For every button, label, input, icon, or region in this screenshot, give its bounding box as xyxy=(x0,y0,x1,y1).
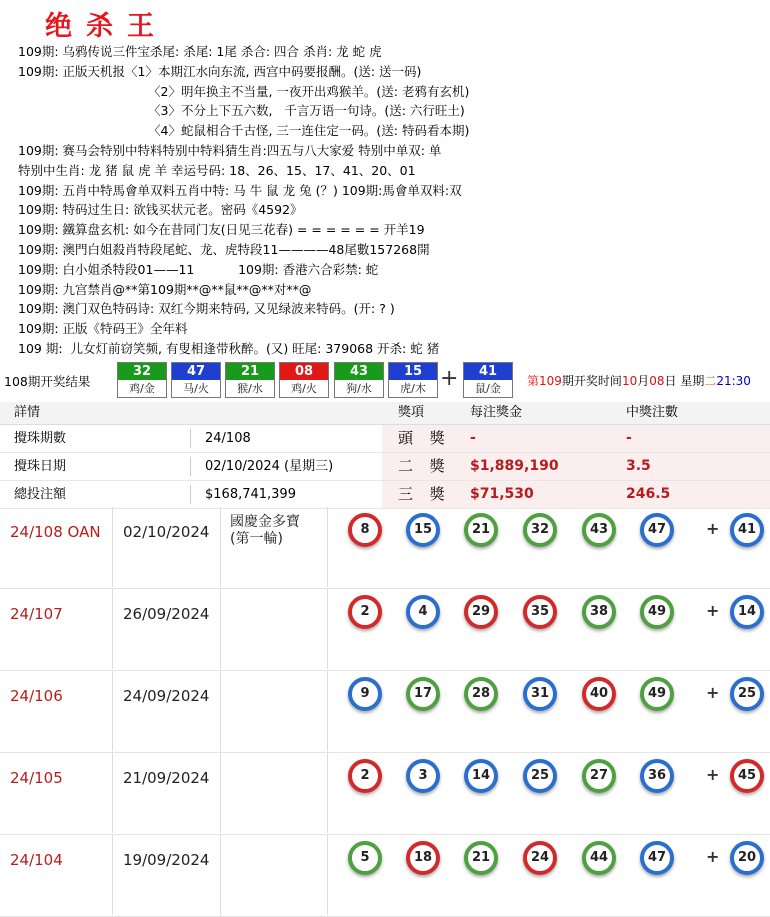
plus-sign: + xyxy=(440,366,459,391)
result-ball xyxy=(463,362,513,398)
result-ball-zodiac: 狗/水 xyxy=(346,382,372,395)
lottery-ball: 43 xyxy=(582,513,616,547)
result-ball-zodiac: 鼠/金 xyxy=(475,382,501,395)
lottery-ball: 9 xyxy=(348,677,382,711)
result-ball-number: 43 xyxy=(335,363,383,380)
extra-ball: 41 xyxy=(730,513,764,547)
result-ball xyxy=(334,362,384,398)
prediction-line: 109期: 正版天机报〈1〉本期江水向东流, 西宫中码要报酬。(送: 送一码) xyxy=(18,63,422,79)
draw-row xyxy=(0,753,770,835)
result-ball-number: 47 xyxy=(172,363,220,380)
info-row xyxy=(0,453,770,481)
prize-amount: - xyxy=(470,430,476,446)
draw-date: 21/09/2024 xyxy=(123,769,210,787)
winner-count: 3.5 xyxy=(626,458,651,474)
lottery-ball: 14 xyxy=(464,759,498,793)
result-bar-label: 108期开奖结果 xyxy=(4,374,91,389)
prize-amount: $1,889,190 xyxy=(470,458,559,474)
info-row xyxy=(0,481,770,509)
lottery-ball: 3 xyxy=(406,759,440,793)
prize-amount: $71,530 xyxy=(470,486,534,502)
result-ball-zodiac: 虎/木 xyxy=(400,382,426,395)
info-value: $168,741,399 xyxy=(205,487,296,502)
prediction-line: 特别中生肖: 龙 猪 鼠 虎 羊 幸运号码: 18、26、15、17、41、20、01 xyxy=(18,162,416,178)
lottery-ball: 27 xyxy=(582,759,616,793)
result-ball-number: 21 xyxy=(226,363,274,380)
lottery-ball: 2 xyxy=(348,759,382,793)
info-key: 總投注額 xyxy=(14,487,67,502)
lottery-ball: 25 xyxy=(523,759,557,793)
prize-tier: 三 獎 xyxy=(398,485,451,503)
result-ball-number: 32 xyxy=(118,363,166,380)
draw-row xyxy=(0,835,770,917)
draw-row xyxy=(0,507,770,589)
result-ball-zodiac: 猴/水 xyxy=(237,382,263,395)
info-key: 攪珠日期 xyxy=(14,459,67,474)
plus-sign: + xyxy=(706,765,720,784)
next-draw-time: 第109期开奖时间10月08日 星期二21:30 xyxy=(527,374,751,388)
plus-sign: + xyxy=(706,847,720,866)
draw-number: 24/108 OAN xyxy=(10,523,101,541)
lottery-ball: 44 xyxy=(582,841,616,875)
page-title: 绝杀王 xyxy=(45,11,168,42)
lottery-ball: 40 xyxy=(582,677,616,711)
extra-ball: 25 xyxy=(730,677,764,711)
lottery-ball: 35 xyxy=(523,595,557,629)
prediction-line: 109期: 五肖中特馬會单双料五肖中特: 马 牛 鼠 龙 兔 (？) 109期:馬會单双料:双 xyxy=(18,182,462,198)
draw-date: 19/09/2024 xyxy=(123,851,210,869)
result-ball-zodiac: 鸡/金 xyxy=(129,382,155,395)
result-ball xyxy=(388,362,438,398)
plus-sign: + xyxy=(706,683,720,702)
prize-tier: 頭 獎 xyxy=(398,429,451,447)
lottery-ball: 2 xyxy=(348,595,382,629)
prediction-line: 109期: 鐵算盘玄机: 如今在昔同门友(日见三花春) = = = = = = 开羊19 xyxy=(18,222,425,238)
lottery-ball: 17 xyxy=(406,677,440,711)
result-ball-zodiac: 鸡/火 xyxy=(291,382,317,395)
info-value: 02/10/2024 (星期三) xyxy=(205,459,334,474)
winner-count: 246.5 xyxy=(626,486,671,502)
result-ball xyxy=(225,362,275,398)
lottery-ball: 28 xyxy=(464,677,498,711)
extra-ball: 14 xyxy=(730,595,764,629)
prize-tier: 二 獎 xyxy=(398,457,451,475)
info-table-header: 詳情 獎項 每注獎金 中獎注數 xyxy=(0,402,770,425)
plus-sign: + xyxy=(706,601,720,620)
draw-date: 24/09/2024 xyxy=(123,687,210,705)
lottery-ball: 24 xyxy=(523,841,557,875)
draw-date: 02/10/2024 xyxy=(123,523,210,541)
prediction-line: 109期: 特码过生日: 欲钱买状元老。密码《4592》 xyxy=(18,202,303,218)
prediction-line: 109期: 白小姐杀特段01——11 109期: 香港六合彩禁: 蛇 xyxy=(18,261,379,277)
lottery-ball: 21 xyxy=(464,513,498,547)
result-ball xyxy=(279,362,329,398)
lottery-ball: 47 xyxy=(640,841,674,875)
extra-ball: 20 xyxy=(730,841,764,875)
lottery-ball: 29 xyxy=(464,595,498,629)
lottery-ball: 49 xyxy=(640,595,674,629)
prediction-line: 109期: 赛马会特别中特料特别中特料猜生肖:四五与八大家爱 特别中单双: 单 xyxy=(18,142,442,158)
draw-results-list xyxy=(0,507,770,917)
draw-row xyxy=(0,589,770,671)
lottery-ball: 32 xyxy=(523,513,557,547)
lottery-ball: 36 xyxy=(640,759,674,793)
draw-info-table xyxy=(0,402,770,507)
info-key: 攪珠期數 xyxy=(14,431,67,446)
result-ball-zodiac: 马/火 xyxy=(183,382,209,395)
info-value: 24/108 xyxy=(205,431,251,446)
result-bar xyxy=(0,360,770,402)
draw-number: 24/106 xyxy=(10,687,63,705)
lottery-ball: 21 xyxy=(464,841,498,875)
lottery-ball: 18 xyxy=(406,841,440,875)
lottery-ball: 38 xyxy=(582,595,616,629)
prediction-line: 〈4〉蛇鼠相合千古怪, 三一连住定一码。(送: 特码看本期) xyxy=(148,123,470,139)
prediction-line: 109期: 九宫禁肖@**第109期**@**鼠**@**对**@ xyxy=(18,281,312,297)
result-ball-number: 15 xyxy=(389,363,437,380)
lottery-ball: 49 xyxy=(640,677,674,711)
extra-ball: 45 xyxy=(730,759,764,793)
result-ball xyxy=(117,362,167,398)
draw-date: 26/09/2024 xyxy=(123,605,210,623)
draw-row xyxy=(0,671,770,753)
draw-number: 24/107 xyxy=(10,605,63,623)
lottery-ball: 4 xyxy=(406,595,440,629)
lottery-ball: 8 xyxy=(348,513,382,547)
prediction-lines xyxy=(18,42,768,359)
draw-number: 24/104 xyxy=(10,851,63,869)
result-ball-number: 08 xyxy=(280,363,328,380)
prediction-line: 〈2〉明年换主不当量, 一夜开出鸡猴羊。(送: 老鸦有玄机) xyxy=(148,83,470,99)
info-row xyxy=(0,425,770,453)
lottery-ball: 31 xyxy=(523,677,557,711)
winner-count: - xyxy=(626,430,632,446)
prediction-line: 109期: 澳門白姐殺肖特段尾蛇、龙、虎特段11————48尾數157268開 xyxy=(18,241,430,257)
draw-name: 國慶金多寶 (第一輪) xyxy=(230,514,300,547)
lottery-ball: 5 xyxy=(348,841,382,875)
prediction-line: 109 期: 儿女灯前窃笑频, 有叟相逢带秋醉。(又) 旺尾: 379068 开杀: 蛇 猪 xyxy=(18,340,440,356)
prediction-line: 109期: 正版《特码王》全年料 xyxy=(18,321,188,337)
prediction-line: 109期: 澳门双色特码诗: 双红今期来特码, 又见绿波来特码。(开: ? ) xyxy=(18,301,395,317)
plus-sign: + xyxy=(706,519,720,538)
draw-number: 24/105 xyxy=(10,769,63,787)
result-ball xyxy=(171,362,221,398)
prediction-line: 109期: 乌鸦传说三件宝杀尾: 杀尾: 1尾 杀合: 四合 杀肖: 龙 蛇 虎 xyxy=(18,44,382,59)
lottery-ball: 15 xyxy=(406,513,440,547)
lottery-ball: 47 xyxy=(640,513,674,547)
prediction-line: 〈3〉不分上下五六数, 千言万语一句诗。(送: 六行旺土) xyxy=(148,103,465,119)
result-ball-number: 41 xyxy=(464,363,512,380)
